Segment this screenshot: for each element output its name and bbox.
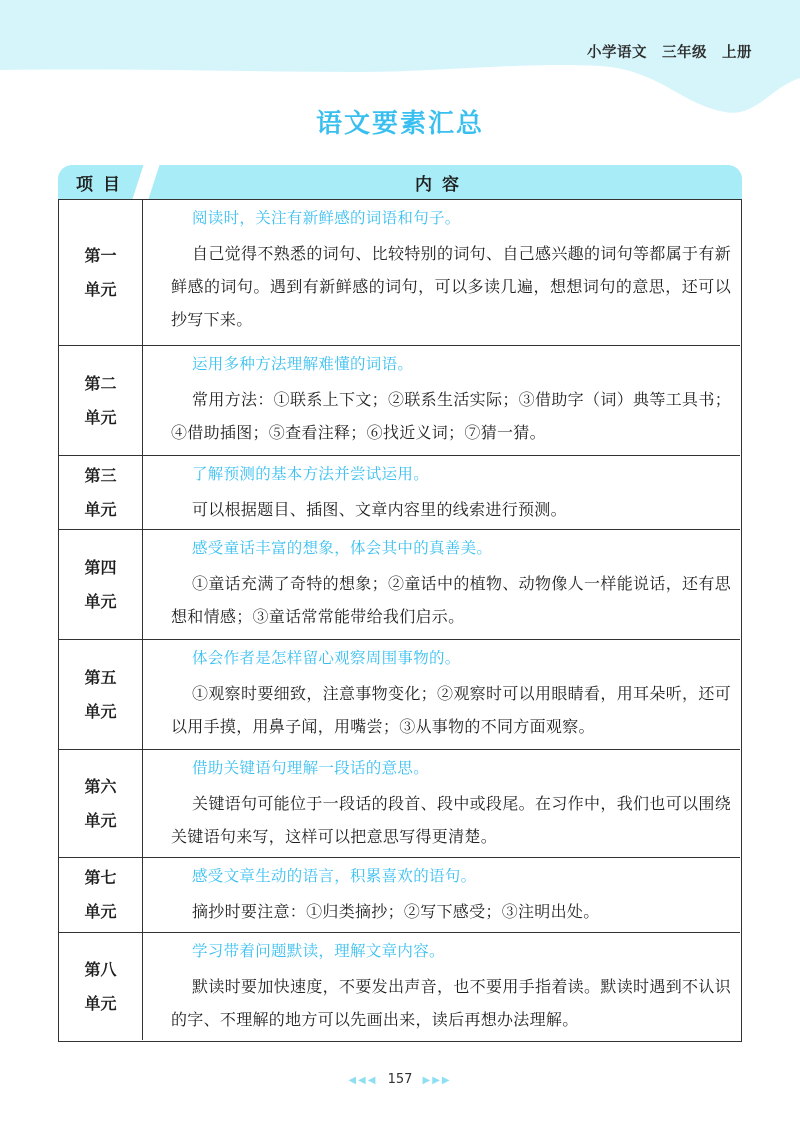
unit-goal-title: 借助关键语句理解一段话的意思。 <box>192 759 430 777</box>
unit-goal-text: 自己觉得不熟悉的词句、比较特别的词句、自己感兴趣的词句等都属于有新鲜感的词句。遇到有新鲜感的词句，可以多读几遍，想想词句的意思，还可以抄写下来。 <box>171 244 731 329</box>
unit-goal-title: 阅读时，关注有新鲜感的词语和句子。 <box>192 209 461 227</box>
unit-goal-title: 运用多种方法理解难懂的词语。 <box>192 355 414 373</box>
unit-label <box>59 858 143 932</box>
unit-goal-text: 可以根据题目、插图、文章内容里的线索进行预测。 <box>192 500 567 519</box>
unit-goal-text: 默读时要加快速度，不要发出声音，也不要用手指着读。默读时遇到不认识的字、不理解的地方可以先画出来，读后再想办法理解。 <box>171 977 731 1029</box>
unit-label-line2: 单元 <box>84 591 117 611</box>
subject-grade-label: 小学语文 三年级 上册 <box>587 45 752 61</box>
unit-label-line1: 第五 <box>84 667 117 687</box>
left-arrows-icon: ◀◀◀ <box>348 1075 378 1086</box>
page-title: 语文要素汇总 <box>315 109 484 139</box>
unit-goal-title: 了解预测的基本方法并尝试运用。 <box>192 465 430 483</box>
unit-label-line1: 第八 <box>84 959 117 979</box>
unit-label <box>59 933 143 1040</box>
unit-label-line2: 单元 <box>84 279 117 299</box>
unit-goal-text: 常用方法：①联系上下文；②联系生活实际；③借助字（词）典等工具书；④借助插图；⑤查看注释；⑥找近义词；⑦猜一猜。 <box>171 390 731 442</box>
unit-content <box>143 933 740 1040</box>
unit-label <box>59 750 143 857</box>
unit-label-line2: 单元 <box>84 499 117 519</box>
unit-label-line1: 第三 <box>84 465 117 485</box>
unit-goal-text: 关键语句可能位于一段话的段首、段中或段尾。在习作中，我们也可以围绕关键语句来写，这样可以把意思写得更清楚。 <box>171 794 731 846</box>
unit-goal-title: 学习带着问题默读，理解文章内容。 <box>192 942 445 960</box>
unit-goal-text: 摘抄时要注意：①归类摘抄；②写下感受；③注明出处。 <box>192 902 600 921</box>
right-arrows-icon: ▶▶▶ <box>422 1075 452 1086</box>
table-row-unit-5 <box>59 639 740 749</box>
column-header-content: 内容 <box>142 165 742 199</box>
table-row-unit-7 <box>59 857 740 932</box>
unit-label-line1: 第七 <box>84 868 117 887</box>
unit-label <box>59 640 143 749</box>
unit-label <box>59 200 143 345</box>
unit-content <box>143 640 740 749</box>
unit-goal-title: 感受童话丰富的想象，体会其中的真善美。 <box>192 539 493 557</box>
unit-content <box>143 750 740 857</box>
unit-label-line2: 单元 <box>84 810 117 830</box>
unit-goal-text: ①观察时要细致，注意事物变化；②观察时可以用眼睛看，用耳朵听，还可以用手摸，用鼻子闻，用嘴尝；③从事物的不同方面观察。 <box>171 684 731 736</box>
unit-label-line2: 单元 <box>84 993 117 1013</box>
page-number: 157 <box>387 1072 413 1087</box>
unit-content <box>143 456 740 529</box>
unit-label-line1: 第六 <box>84 776 117 796</box>
unit-label <box>59 530 143 639</box>
unit-label-line2: 单元 <box>84 407 117 427</box>
table-row-unit-4 <box>59 529 740 639</box>
unit-goal-title: 体会作者是怎样留心观察周围事物的。 <box>192 649 461 667</box>
unit-label-line2: 单元 <box>84 701 117 721</box>
unit-content <box>143 858 740 932</box>
unit-label-line1: 第四 <box>84 557 117 577</box>
table-row-unit-8 <box>59 932 740 1040</box>
unit-content <box>143 346 740 455</box>
unit-label <box>59 456 143 529</box>
page-footer <box>0 1072 800 1087</box>
table-header <box>58 165 742 199</box>
unit-goal-text: ①童话充满了奇特的想象；②童话中的植物、动物像人一样能说话，还有思想和情感；③童话常常能带给我们启示。 <box>171 574 731 626</box>
unit-content <box>143 200 740 345</box>
table-row-unit-6 <box>59 749 740 857</box>
unit-label-line2: 单元 <box>84 902 117 921</box>
table-row-unit-1 <box>59 200 740 345</box>
unit-goal-title: 感受文章生动的语言，积累喜欢的语句。 <box>192 867 477 885</box>
unit-label-line1: 第二 <box>84 373 117 393</box>
column-header-item: 项目 <box>58 165 148 199</box>
unit-content <box>143 530 740 639</box>
unit-label <box>59 346 143 455</box>
table-row-unit-3 <box>59 455 740 529</box>
summary-table <box>58 199 742 1042</box>
unit-label-line1: 第一 <box>84 245 117 265</box>
table-row-unit-2 <box>59 345 740 455</box>
